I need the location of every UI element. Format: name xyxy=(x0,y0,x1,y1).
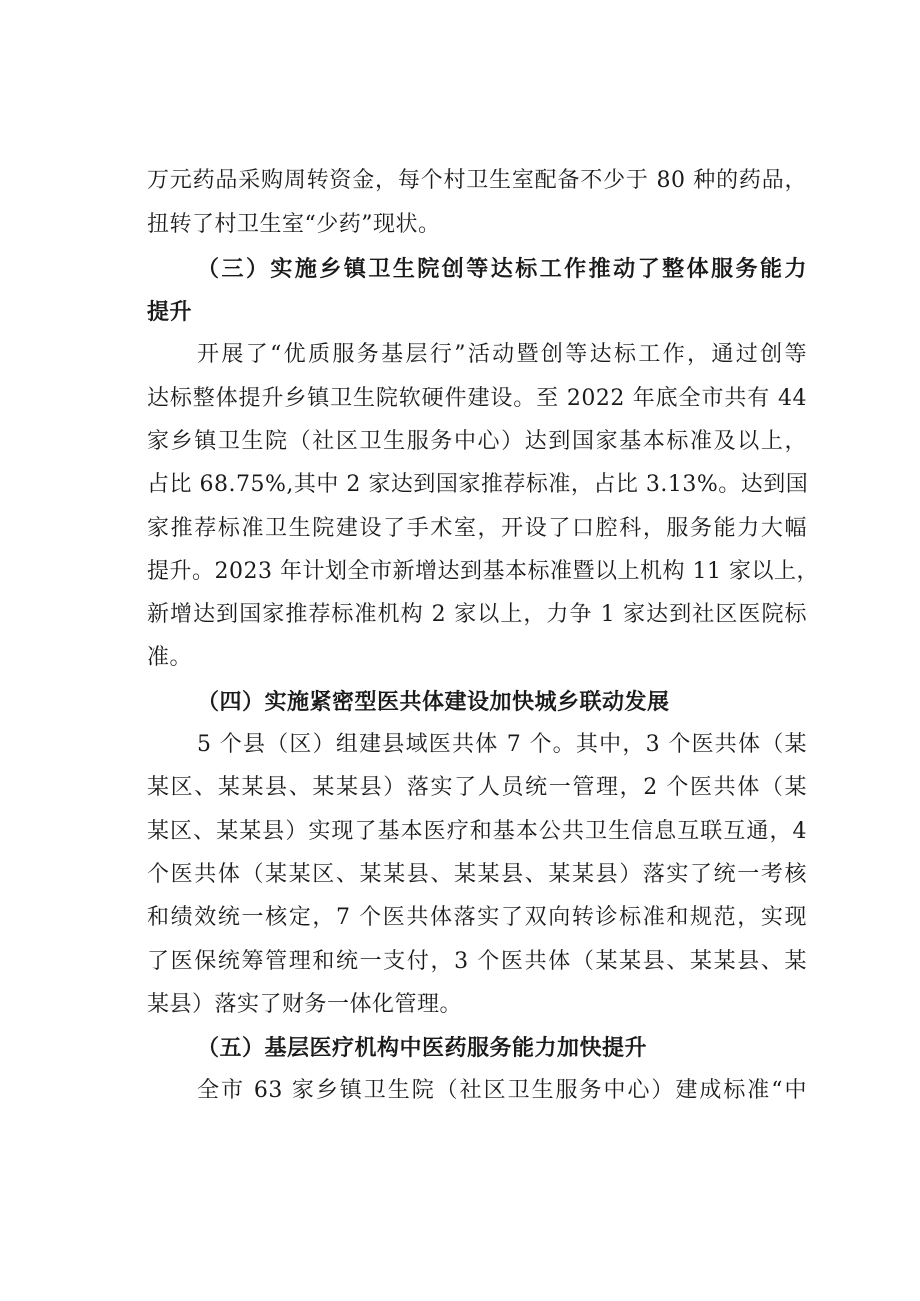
text-line: 准。 xyxy=(147,645,193,670)
section-heading: （四）实施紧密型医共体建设加快城乡联动发展 xyxy=(197,689,670,715)
text-line: 某区、某某县）实现了基本医疗和基本公共卫生信息互联互通，4 xyxy=(147,819,807,844)
text-line: 个医共体（某某区、某某县、某某县、某某县）落实了统一考核 xyxy=(147,862,807,887)
text-line: 占比 68.75%,其中 2 家达到国家推荐标准，占比 3.13%。达到国 xyxy=(147,472,809,497)
text-line: 新增达到国家推荐标准机构 2 家以上，力争 1 家达到社区医院标 xyxy=(147,602,807,627)
text-line: 扭转了村卫生室“少药”现状。 xyxy=(147,212,441,237)
text-line: 提升。2023 年计划全市新增达到基本标准暨以上机构 11 家以上， xyxy=(147,559,819,584)
text-line: 家乡镇卫生院（社区卫生服务中心）达到国家基本标准及以上， xyxy=(147,429,807,454)
text-line: 达标整体提升乡镇卫生院软硬件建设。至 2022 年底全市共有 44 xyxy=(147,386,807,411)
text-line: 家推荐标准卫生院建设了手术室，开设了口腔科，服务能力大幅 xyxy=(147,516,807,541)
text-line: 5 个县（区）组建县域医共体 7 个。其中，3 个医共体（某 xyxy=(197,732,807,757)
section-heading: （五）基层医疗机构中医药服务能力加快提升 xyxy=(197,1035,648,1061)
text-line: 万元药品采购周转资金，每个村卫生室配备不少于 80 种的药品， xyxy=(147,168,807,193)
section-heading: 提升 xyxy=(147,299,193,325)
text-line: 了医保统筹管理和统一支付，3 个医共体（某某县、某某县、某 xyxy=(147,949,807,974)
section-heading: （三）实施乡镇卫生院创等达标工作推动了整体服务能力 xyxy=(197,256,807,282)
text-line: 某区、某某县、某某县）落实了人员统一管理，2 个医共体（某 xyxy=(147,775,807,800)
text-line: 开展了“优质服务基层行”活动暨创等达标工作，通过创等 xyxy=(197,342,807,367)
text-line: 全市 63 家乡镇卫生院（社区卫生服务中心）建成标准“中 xyxy=(197,1078,807,1103)
text-line: 和绩效统一核定，7 个医共体落实了双向转诊标准和规范，实现 xyxy=(147,905,807,930)
text-line: 某县）落实了财务一体化管理。 xyxy=(147,992,463,1017)
